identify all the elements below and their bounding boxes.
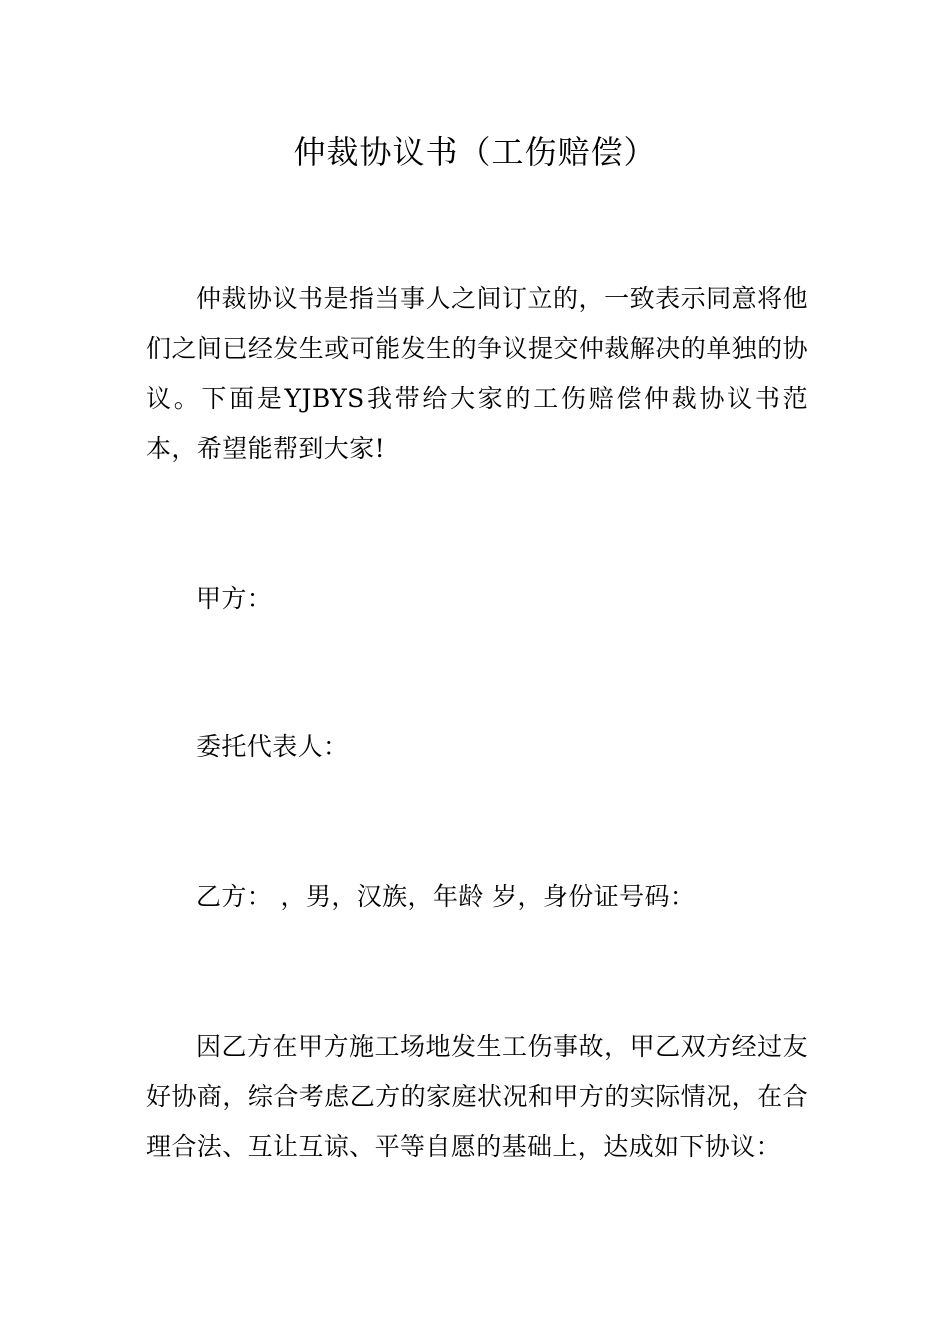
document-title: 仲裁协议书（工伤赔偿） bbox=[293, 133, 657, 171]
authorized-representative-line: 委托代表人： bbox=[196, 732, 349, 761]
party-a-line: 甲方： bbox=[196, 584, 273, 613]
party-b-line: 乙方： ，男，汉族，年龄 岁，身份证号码： bbox=[196, 882, 696, 911]
agreement-cause-paragraph: 因乙方在甲方施工场地发生工伤事故，甲乙双方经过友好协商，综合考虑乙方的家庭状况和甲方的实际情况，在合理合法、互让互谅、平等自愿的基础上，达成如下协议： bbox=[146, 1032, 808, 1161]
intro-paragraph: 仲裁协议书是指当事人之间订立的，一致表示同意将他们之间已经发生或可能发生的争议提交仲裁解决的单独的协议。下面是YJBYS我带给大家的工伤赔偿仲裁协议书范本，希望能帮到大家! bbox=[146, 284, 808, 463]
